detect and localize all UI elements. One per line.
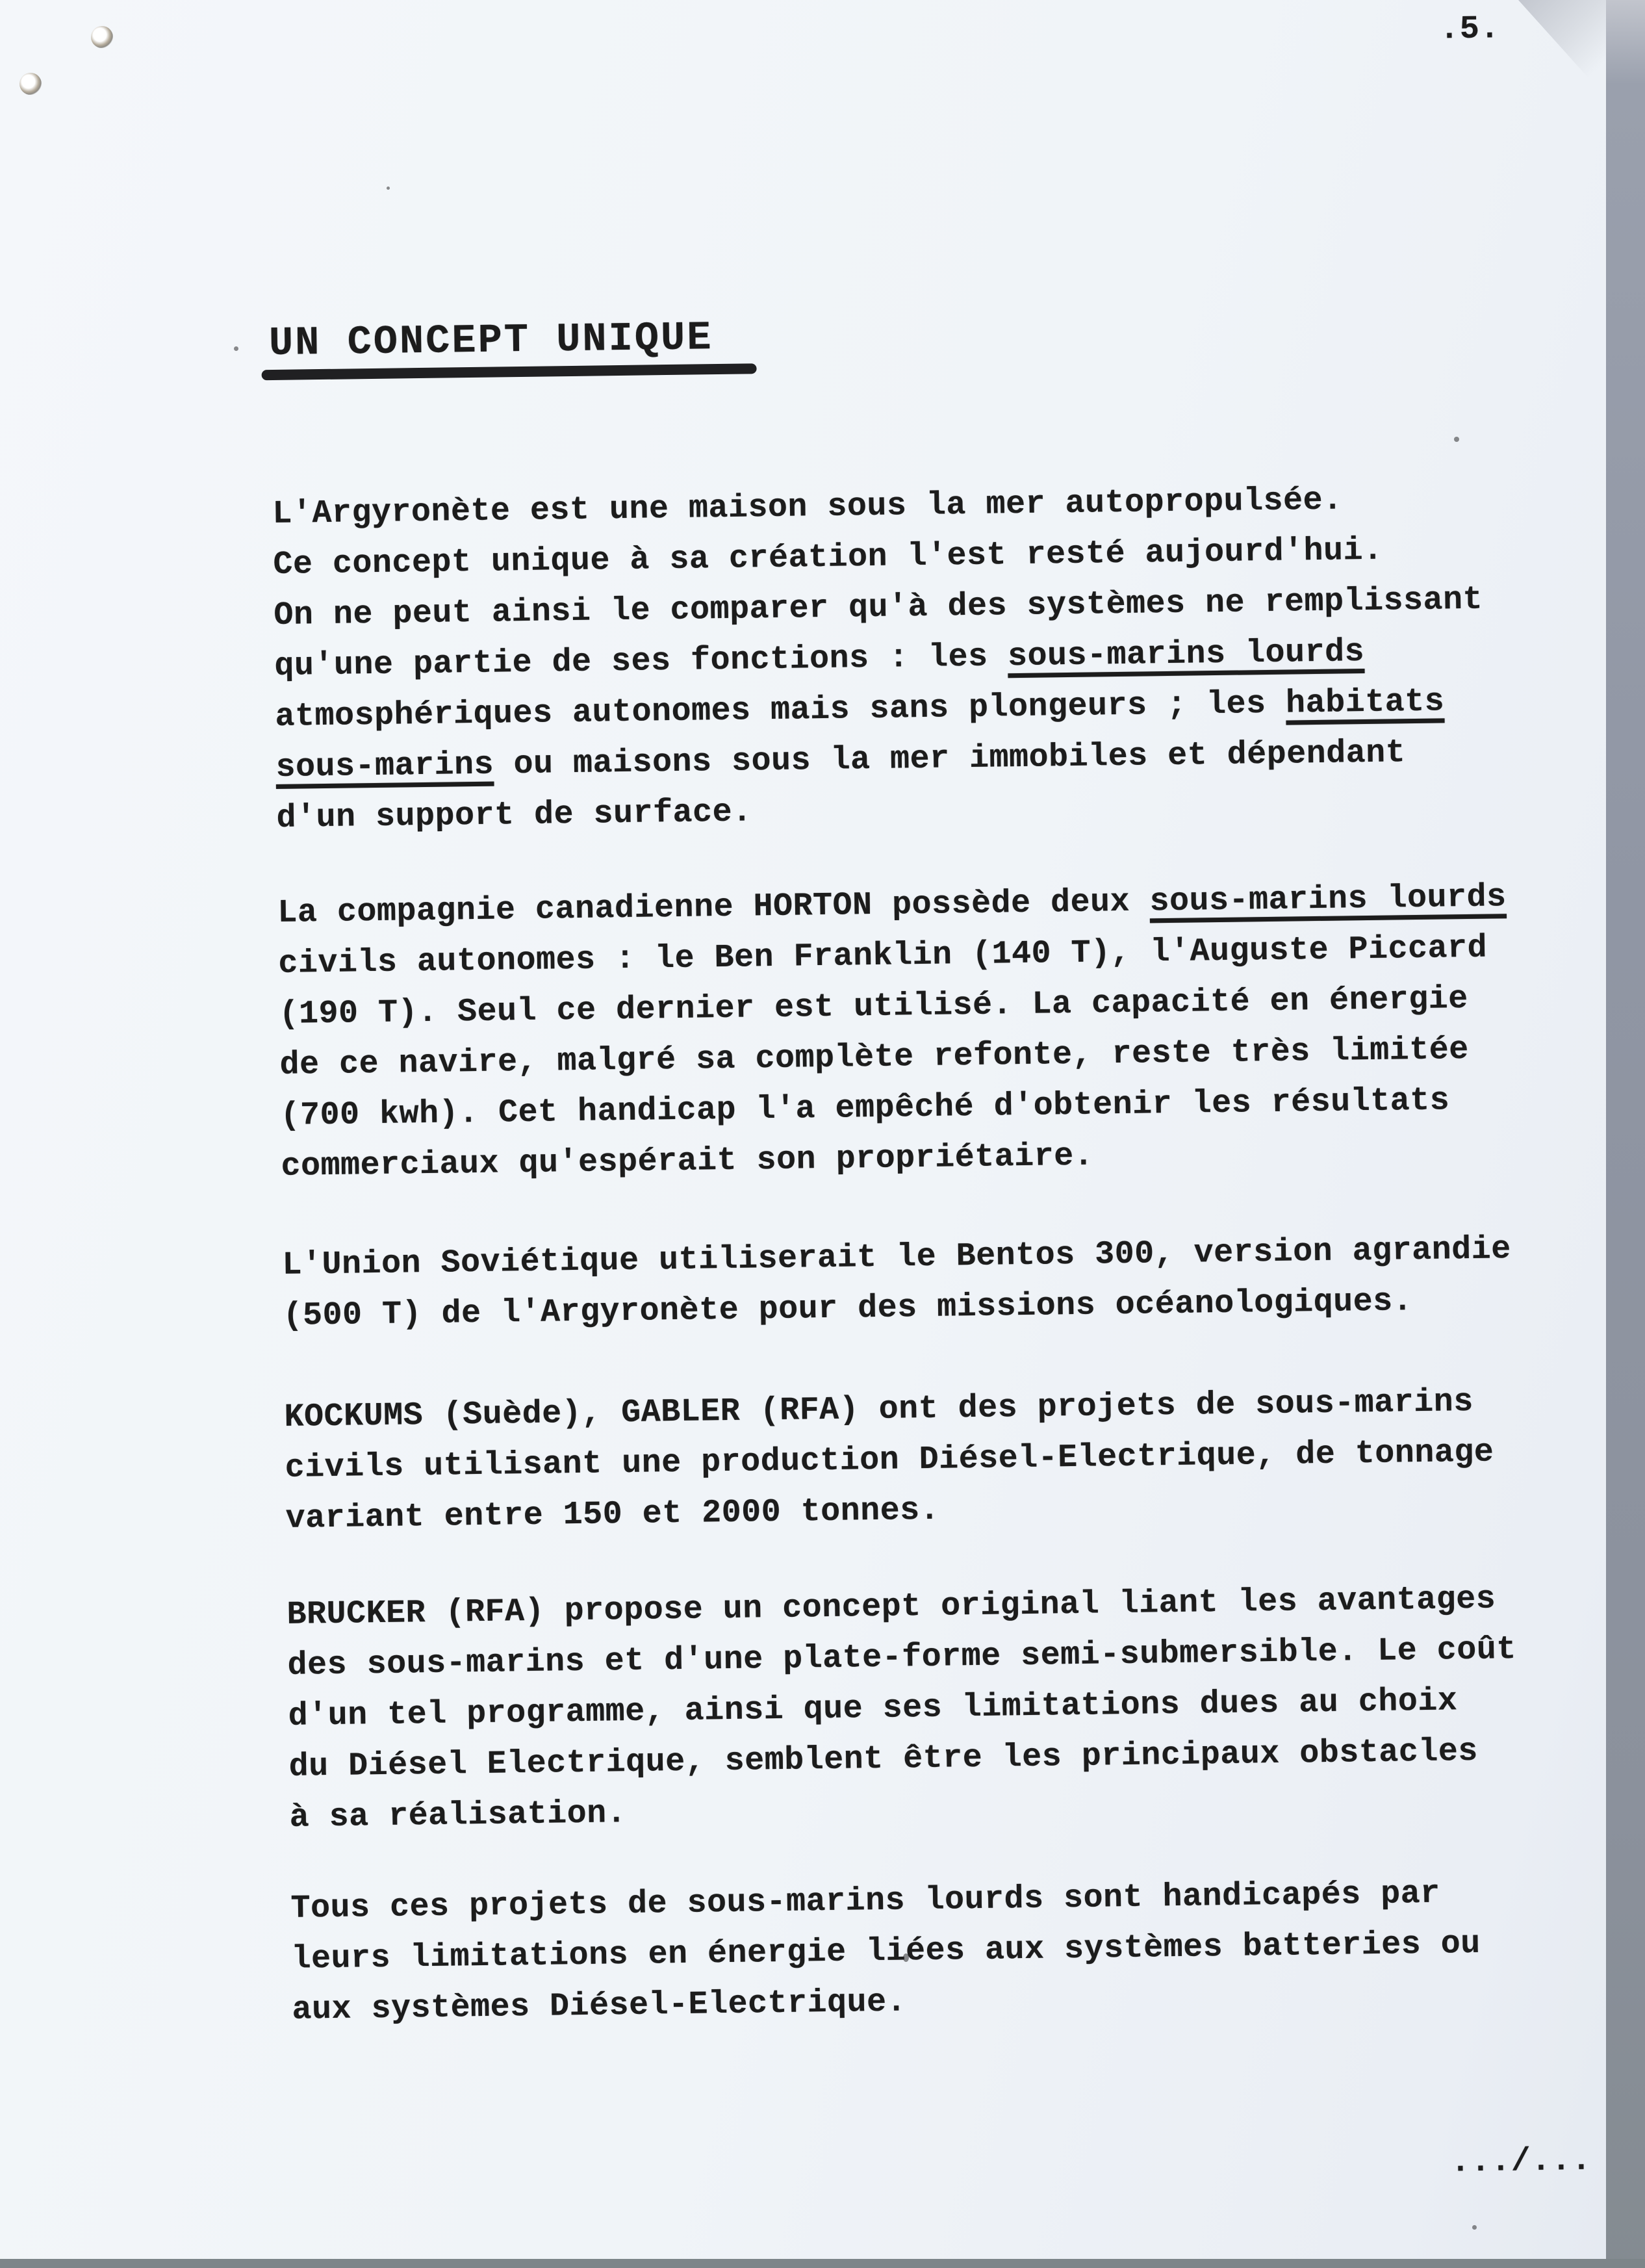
paragraph-concept [272,472,1563,844]
text-segment: du Diésel Electrique, semblent être les principaux obstacles [288,1733,1479,1786]
text-segment: d'un support de surface. [276,793,753,837]
text-segment: ou maisons sous la mer immobiles et dépendant [493,734,1406,784]
underlined-text-segment: sous-marins [275,746,494,786]
page-title: UN CONCEPT UNIQUE [268,315,713,367]
paragraph-brucker [287,1573,1576,1844]
text-segment: Ce concept unique à sa création l'est resté aujourd'hui. [273,532,1383,584]
text-segment: commerciaux qu'espérait son propriétaire. [281,1137,1094,1185]
text-segment: leurs limitations en énergie liées aux systèmes batteries ou [291,1925,1481,1978]
page-number: .5. [1439,10,1501,49]
underlined-text-segment: sous-marins lourds [1149,879,1507,921]
text-segment: La compagnie canadienne HORTON possède deux [277,883,1150,932]
text-segment: à sa réalisation. [289,1795,627,1836]
text-segment: (700 kwh). Cet handicap l'a empêché d'obtenir les résultats [280,1082,1450,1135]
text-segment: BRUCKER (RFA) propose un concept original liant les avantages [287,1580,1496,1634]
text-segment: civils autonomes : le Ben Franklin (140 T), l'Auguste Piccard [278,929,1488,983]
text-segment: KOCKUMS (Suède), GABLER (RFA) ont des projets de sous-marins [284,1383,1474,1436]
underlined-text-segment: sous-marins lourds [1007,634,1365,676]
title-underline [262,363,757,380]
text-segment: atmosphériques autonomes mais sans plongeurs ; les [275,685,1286,736]
text-segment: On ne peut ainsi le comparer qu'à des systèmes ne remplissant [274,581,1483,634]
continuation-mark: .../... [1450,2142,1592,2182]
text-segment: civils utilisant une production Diésel-Electrique, de tonnage [285,1434,1494,1487]
text-segment: de ce navire, malgré sa complète refonte, reste très limitée [279,1031,1470,1084]
text-segment: variant entre 150 et 2000 tonnes. [285,1491,940,1538]
text-segment: (500 T) de l'Argyronète pour des missions océanologiques. [283,1283,1413,1335]
text-segment: L'Union Soviétique utiliserait le Bentos 300, version agrandie [282,1231,1512,1284]
underlined-text-segment: habitats [1285,683,1445,723]
paragraph-union-sovietique [282,1224,1570,1342]
text-segment: qu'une partie de ses fonctions : les [274,638,1008,685]
text-segment: des sous-marins et d'une plate-forme semi-submersible. Le coût [287,1631,1517,1684]
paragraph-conclusion [290,1867,1579,2036]
paragraph-horton [277,871,1568,1192]
paragraph-kockums-gabler [284,1376,1572,1545]
text-segment: (190 T). Seul ce dernier est utilisé. La capacité en énergie [279,980,1469,1033]
text-segment: L'Argyronète est une maison sous la mer autopropulsée. [272,482,1343,533]
text-segment: Tous ces projets de sous-marins lourds sont handicapés par [290,1875,1441,1927]
text-segment: aux systèmes Diésel-Electrique. [292,1983,907,2029]
text-segment: d'un tel programme, ainsi que ses limitations dues au choix [288,1682,1458,1735]
